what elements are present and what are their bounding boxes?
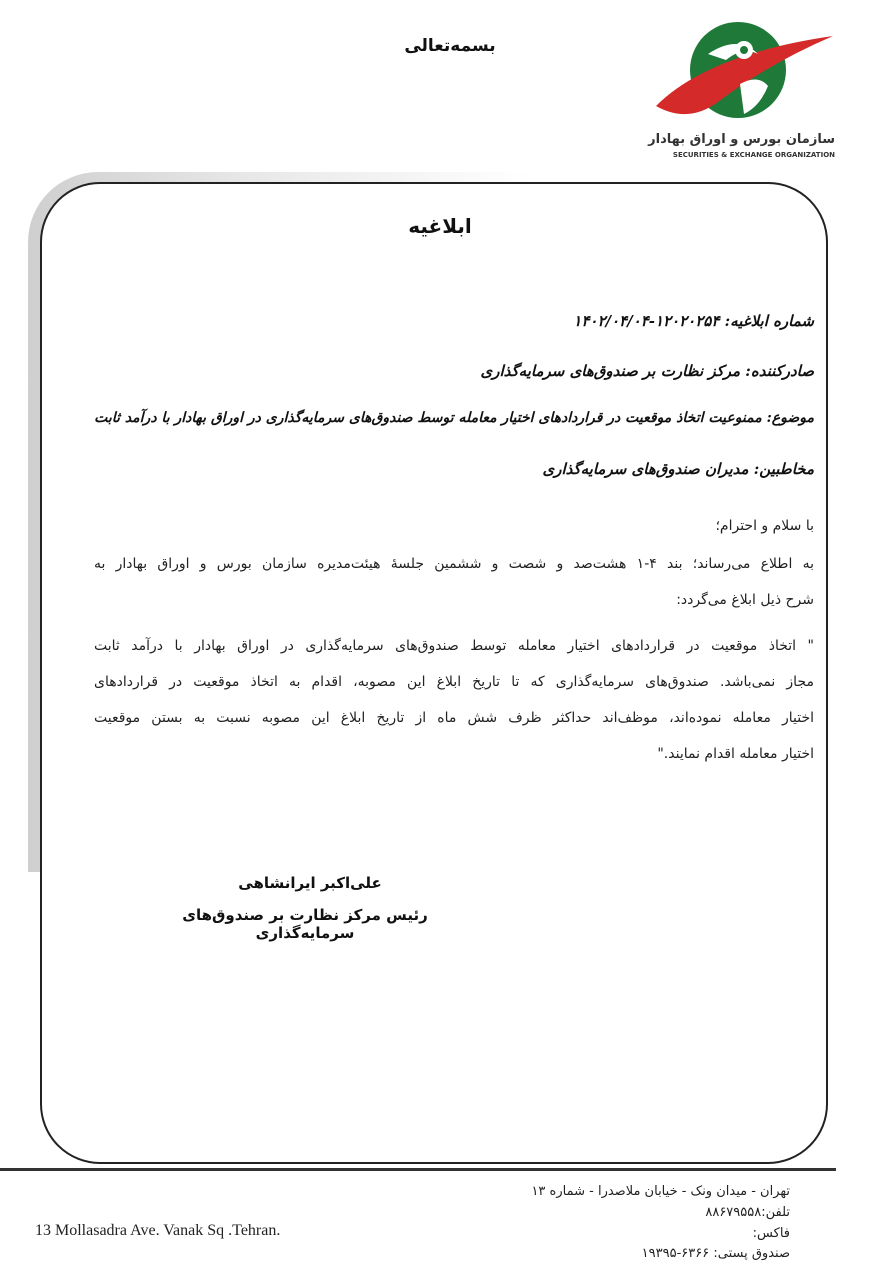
footer-address-en: 13 Mollasadra Ave. Vanak Sq .Tehran. [35, 1222, 281, 1239]
org-name-fa: سازمان بورس و اوراق بهادار [648, 132, 835, 147]
notice-number: شماره ابلاغیه: ۱۲۰۲۰۲۵۴-۱۴۰۲/۰۴/۰۴ [573, 312, 814, 330]
quote-line: مجاز نمی‌باشد. صندوق‌های سرمایه‌گذاری که تا تاریخ ابلاغ این مصوبه، اقدام به اتخاذ موقعیت در قراردادهای [94, 674, 814, 690]
footer-address-fa: تهران - میدان ونک - خیابان ملاصدرا - شماره ۱۳ [531, 1184, 790, 1199]
intro-line: شرح ذیل ابلاغ می‌گردد: [676, 592, 814, 608]
intro-line: به اطلاع می‌رساند؛ بند ۴-۱ هشت‌صد و شصت و ششمین جلسهٔ هیئت‌مدیره سازمان بورس و اوراق بهادار به [94, 556, 814, 572]
basmala-heading: بسمه‌تعالی [404, 36, 496, 56]
issuer: صادرکننده: مرکز نظارت بر صندوق‌های سرمایه‌گذاری [480, 362, 814, 380]
footer-divider [0, 1168, 836, 1171]
footer-fax: فاکس: [752, 1226, 790, 1241]
quote-line: اختیار معامله اقدام نمایند." [657, 746, 814, 762]
subject: موضوع: ممنوعیت اتخاذ موقعیت در قراردادهای اختیار معامله توسط صندوق‌های سرمایه‌گذاری در اوراق بهادار با درآمد ثابت [94, 410, 814, 426]
org-name-en: SECURITIES & EXCHANGE ORGANIZATION [672, 151, 835, 159]
greeting: با سلام و احترام؛ [715, 518, 814, 534]
document-title: ابلاغیه [408, 214, 472, 238]
quote-line: " اتخاذ موقعیت در قراردادهای اختیار معامله توسط صندوق‌های سرمایه‌گذاری در اوراق بهادار با درآمد ثابت [94, 638, 814, 654]
signatory-name: علی‌اکبر ایرانشاهی [238, 874, 382, 892]
recipients: مخاطبین: مدیران صندوق‌های سرمایه‌گذاری [542, 460, 814, 478]
signatory-title: رئیس مرکز نظارت بر صندوق‌های سرمایه‌گذاری [182, 906, 428, 942]
footer-po-box: صندوق پستی: ۶۳۶۶-۱۹۳۹۵ [641, 1246, 790, 1261]
footer-phone: تلفن:۸۸۶۷۹۵۵۸ [705, 1205, 790, 1220]
quote-line: اختیار معامله نموده‌اند، موظف‌اند حداکثر ظرف شش ماه از تاریخ ابلاغ این مصوبه نسبت به بستن موقعیت [94, 710, 814, 726]
